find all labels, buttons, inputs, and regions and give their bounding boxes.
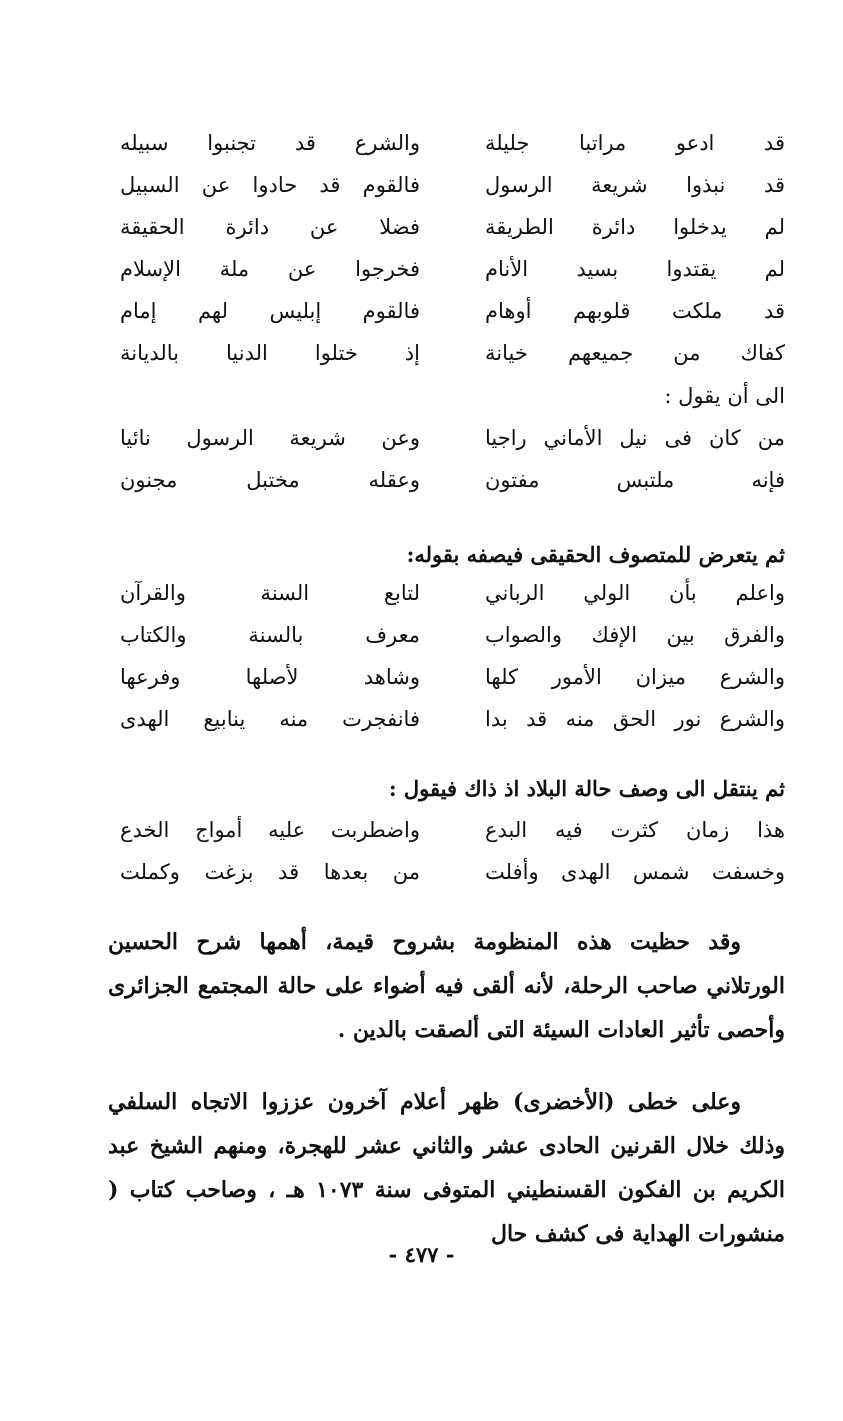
verse-row xyxy=(120,459,785,501)
verse-row xyxy=(120,656,785,698)
poem-block-1 xyxy=(120,122,785,374)
verse-row xyxy=(120,206,785,248)
paragraph-1-block xyxy=(108,920,785,1052)
page-number: - ٤٧٧ - xyxy=(388,1242,455,1267)
verse-second-hemistich: فالقوم قد حادوا عن السبيل xyxy=(120,173,420,197)
paragraph-1: وقد حظيت هذه المنظومة بشروح قيمة، أهمها شرح الحسين الورتلاني صاحب الرحلة، لأنه ألقى فيه أضواء على حالة المجتمع الجزائرى وأحصى تأثير العادات السيئة التى ألصقت بالدين . xyxy=(108,929,785,1043)
poem-block-2 xyxy=(120,417,785,501)
verse-row xyxy=(120,122,785,164)
verse-row xyxy=(120,417,785,459)
verse-first-hemistich: والشرع ميزان الأمور كلها xyxy=(485,665,785,689)
verse-second-hemistich: والشرع قد تجنبوا سبيله xyxy=(120,131,420,155)
poem-block-3 xyxy=(120,572,785,740)
paragraph-2: وعلى خطى (الأخضرى) ظهر أعلام آخرون عززوا الاتجاه السلفي وذلك خلال القرنين الحادى عشر والثاني عشر للهجرة، ومنهم الشيخ عبد الكريم بن الفكون القسنطيني المتوفى سنة ١٠٧٣ هـ ، وصاحب كتاب ( منشورات الهداية فى كشف حال xyxy=(108,1089,785,1247)
verse-first-hemistich: لم يدخلوا دائرة الطريقة xyxy=(485,215,785,239)
paragraph-2-block xyxy=(108,1080,785,1256)
verse-second-hemistich: لتابع السنة والقرآن xyxy=(120,581,420,605)
verse-first-hemistich: واعلم بأن الولي الرباني xyxy=(485,581,785,605)
verse-second-hemistich: وشاهد لأصلها وفرعها xyxy=(120,665,420,689)
verse-second-hemistich: فالقوم إبليس لهم إمام xyxy=(120,299,420,323)
verse-row xyxy=(120,248,785,290)
verse-first-hemistich: لم يقتدوا بسيد الأنام xyxy=(485,257,785,281)
verse-first-hemistich: وخسفت شمس الهدى وأفلت xyxy=(485,860,785,884)
poem-block-4 xyxy=(120,809,785,893)
verse-second-hemistich: إذ ختلوا الدنيا بالديانة xyxy=(120,341,420,365)
verse-first-hemistich: والفرق بين الإفك والصواب xyxy=(485,623,785,647)
verse-second-hemistich: فضلا عن دائرة الحقيقة xyxy=(120,215,420,239)
verse-first-hemistich: قد ادعو مراتبا جليلة xyxy=(485,131,785,155)
verse-first-hemistich: هذا زمان كثرت فيه البدع xyxy=(485,818,785,842)
verse-row xyxy=(120,572,785,614)
verse-first-hemistich: والشرع نور الحق منه قد بدا xyxy=(485,707,785,731)
verse-second-hemistich: من بعدها قد بزغت وكملت xyxy=(120,860,420,884)
verse-first-hemistich: قد نبذوا شريعة الرسول xyxy=(485,173,785,197)
verse-row xyxy=(120,614,785,656)
verse-first-hemistich: قد ملكت قلوبهم أوهام xyxy=(485,299,785,323)
verse-row xyxy=(120,164,785,206)
verse-second-hemistich: فانفجرت منه ينابيع الهدى xyxy=(120,707,420,731)
verse-second-hemistich: معرف بالسنة والكتاب xyxy=(120,623,420,647)
verse-second-hemistich: وعن شريعة الرسول نائيا xyxy=(120,426,420,450)
verse-second-hemistich: واضطربت عليه أمواج الخدع xyxy=(120,818,420,842)
verse-second-hemistich: وعقله مختبل مجنون xyxy=(120,468,420,492)
verse-row xyxy=(120,698,785,740)
intro-line-3: ثم ينتقل الى وصف حالة البلاد اذ ذاك فيقول : xyxy=(388,776,785,801)
verse-row xyxy=(120,809,785,851)
intro-line-1: الى أن يقول : xyxy=(664,384,785,408)
verse-row xyxy=(120,290,785,332)
verse-first-hemistich: كفاك من جميعهم خيانة xyxy=(485,341,785,365)
verse-first-hemistich: من كان فى نيل الأماني راجيا xyxy=(485,426,785,450)
verse-row xyxy=(120,851,785,893)
verse-row xyxy=(120,332,785,374)
intro-line-2: ثم يتعرض للمتصوف الحقيقى فيصفه بقوله: xyxy=(406,542,785,567)
verse-first-hemistich: فإنه ملتبس مفتون xyxy=(485,468,785,492)
verse-second-hemistich: فخرجوا عن ملة الإسلام xyxy=(120,257,420,281)
